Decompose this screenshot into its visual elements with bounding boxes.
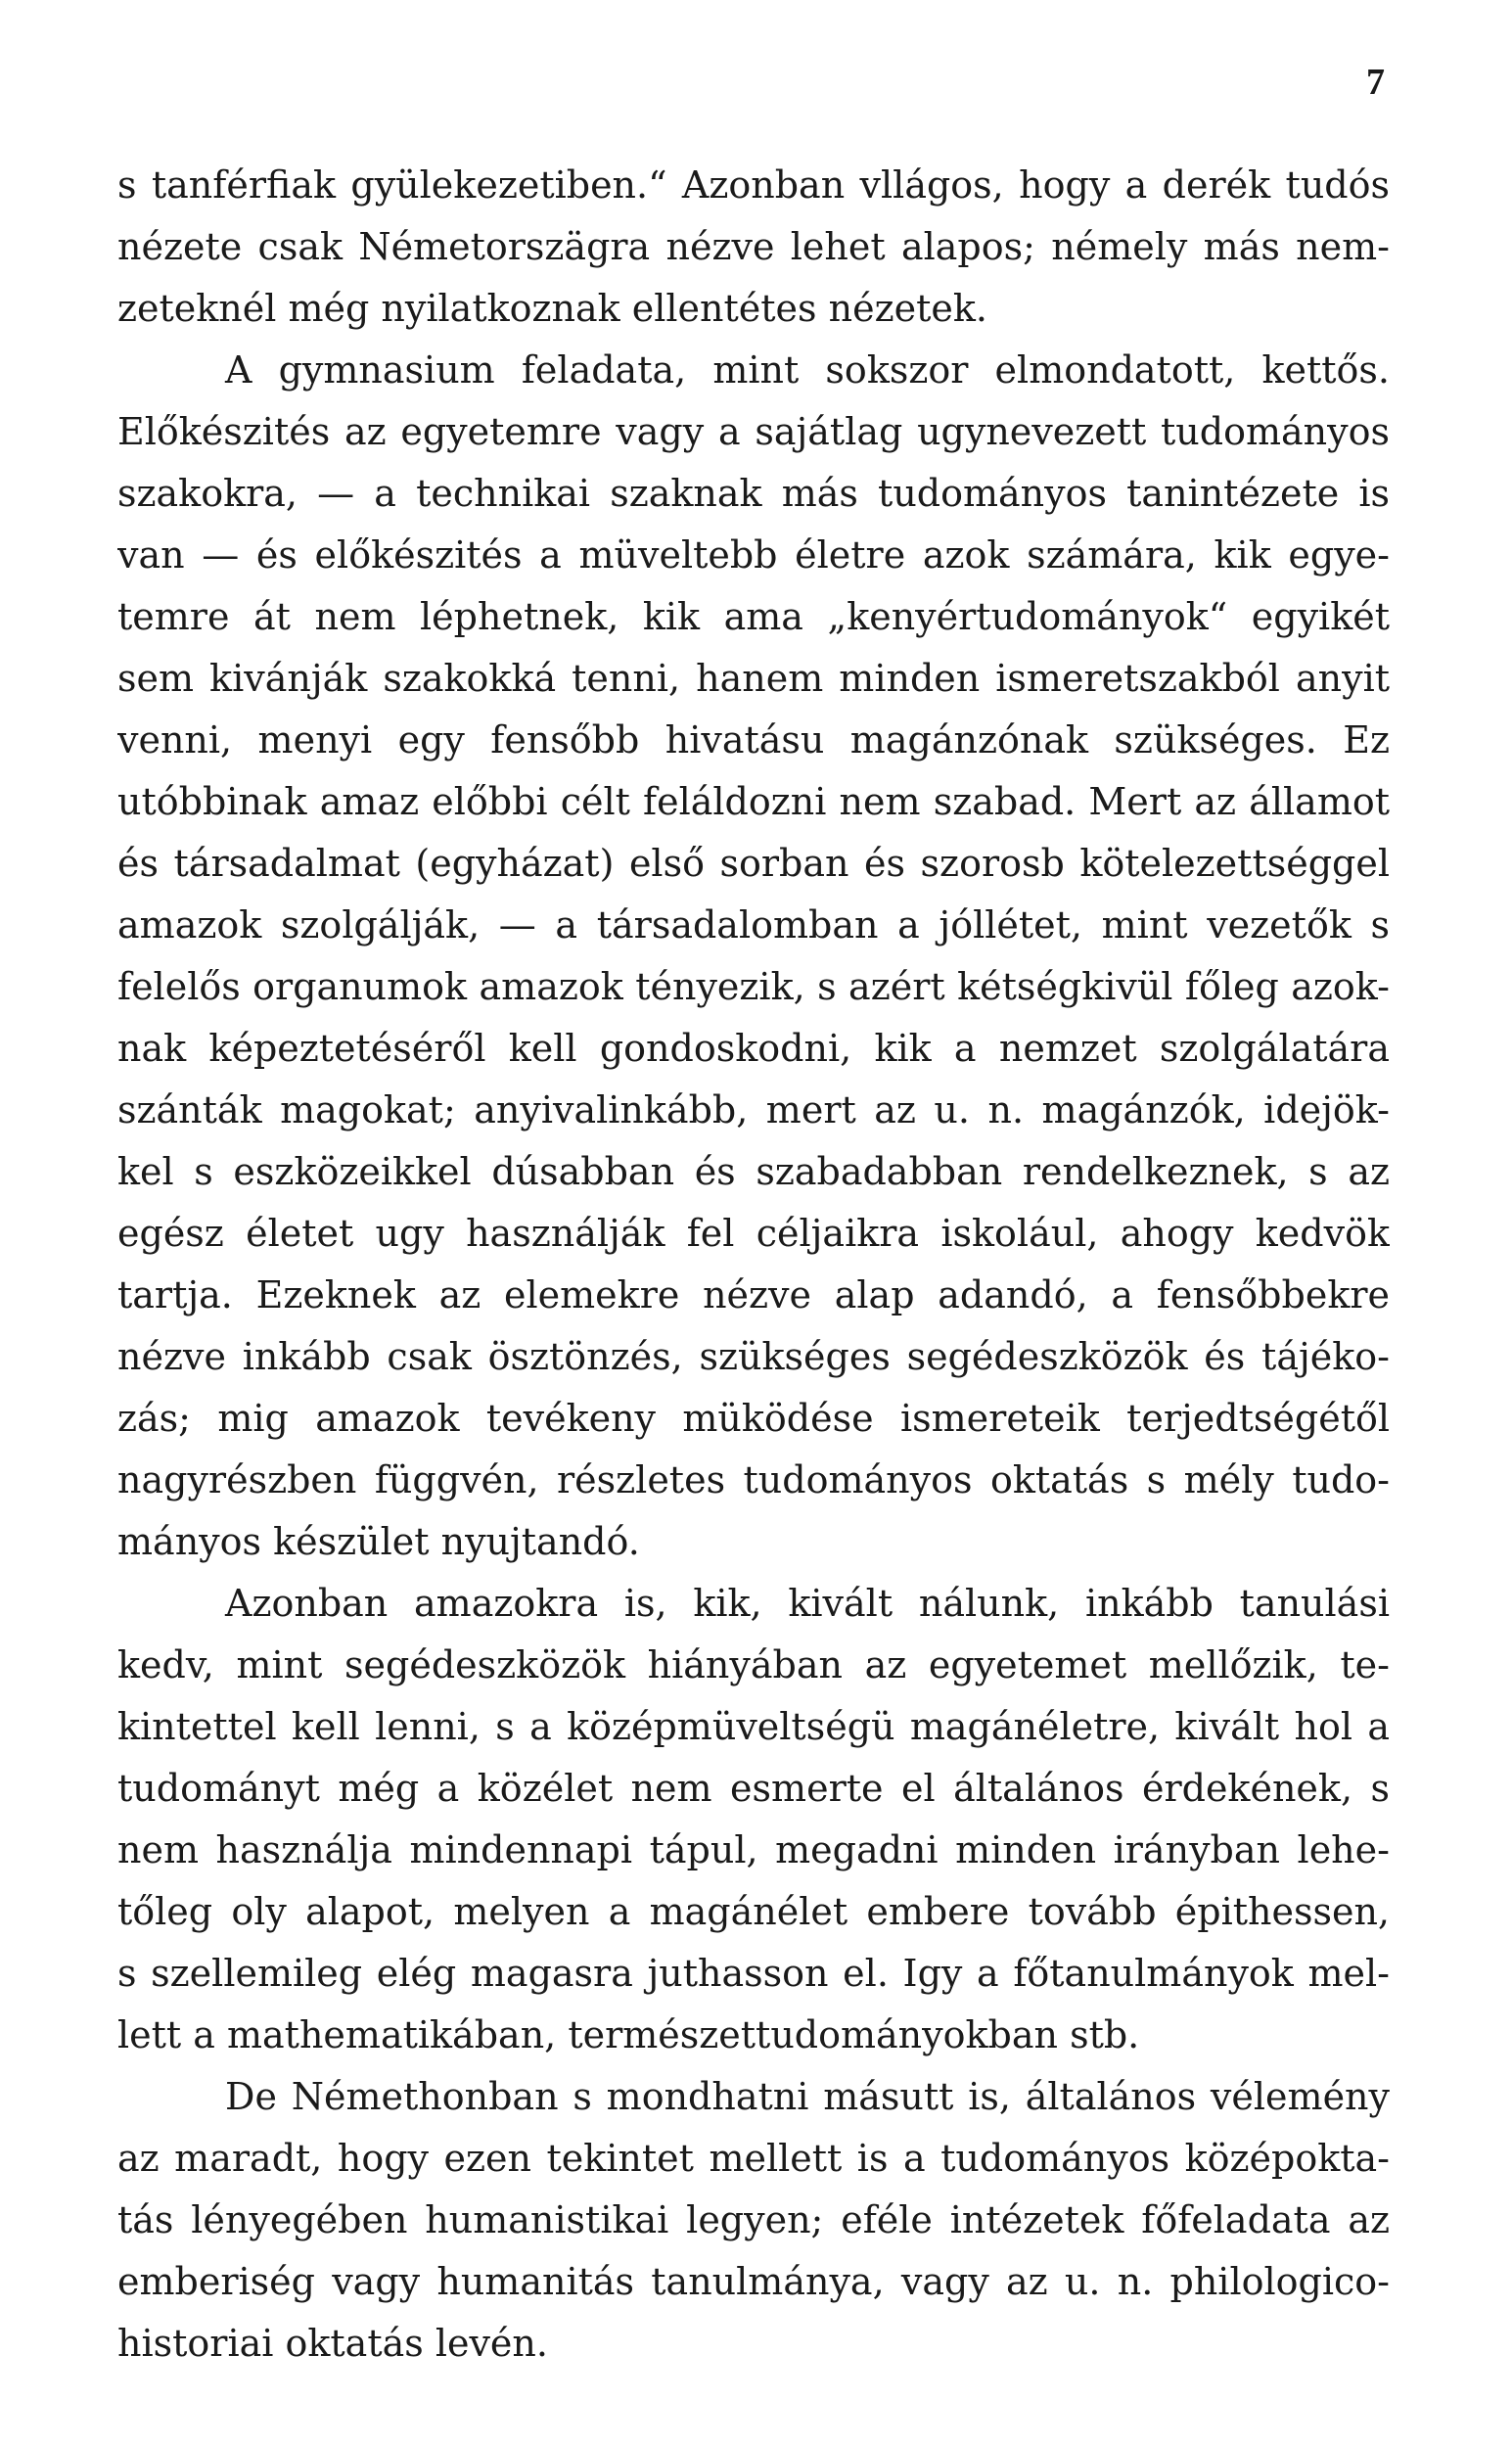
text-line: tudományt még a közélet nem esmerte el általános érdekének, s [117,1767,1390,1810]
text-line: zás; mig amazok tevékeny müködése ismereteik terjedtségétől [117,1397,1390,1440]
text-line: s szellemileg elég magasra juthasson el. Igy a főtanulmányok mel- [117,1952,1390,1995]
text-line: tőleg oly alapot, melyen a magánélet embere tovább épithessen, [117,1890,1390,1933]
text-line: Előkészités az egyetemre vagy a sajátlag ugynevezett tudományos [117,410,1390,453]
text-line: amazok szolgálják, — a társadalomban a jóllétet, mint vezetők s [117,903,1390,946]
text-line: kintettel kell lenni, s a középmüveltségü magánéletre, kivált hol a [117,1705,1390,1748]
text-line: nézve inkább csak ösztönzés, szükséges segédeszközök és tájéko- [117,1335,1390,1378]
text-line: szánták magokat; anyivalinkább, mert az u. n. magánzók, idejök- [117,1088,1390,1131]
text-line: van — és előkészités a müveltebb életre azok számára, kik egye- [117,533,1390,577]
text-line: felelős organumok amazok tényezik, s azért kétségkivül főleg azok- [117,965,1390,1008]
text-line: sem kivánják szakokká tenni, hanem minden ismeretszakból anyit [117,657,1390,700]
text-line: A gymnasium feladata, mint sokszor elmondatott, kettős. [225,348,1390,392]
text-line: Azonban amazokra is, kik, kivált nálunk, inkább tanulási [225,1582,1390,1625]
text-line: nézete csak Németorszägra nézve lehet alapos; némely más nem- [117,225,1390,268]
text-line: De Némethonban s mondhatni másutt is, általános vélemény [225,2075,1390,2118]
text-line: szakokra, — a technikai szaknak más tudományos tanintézete is [117,472,1390,515]
text-line: lett a mathematikában, természettudományokban stb. [117,2013,1140,2056]
text-line: emberiség vagy humanitás tanulmánya, vagy az u. n. philologico- [117,2260,1390,2303]
text-line: tartja. Ezeknek az elemekre nézve alap adandó, a fensőbbekre [117,1273,1390,1316]
text-line: historiai oktatás levén. [117,2322,548,2365]
text-line: és társadalmat (egyházat) első sorban és szorosb kötelezettséggel [117,842,1390,885]
text-line: nem használja mindennapi tápul, megadni minden irányban lehe- [117,1828,1390,1871]
page-number: 7 [1366,62,1385,103]
text-line: egész életet ugy használják fel céljaikra iskolául, ahogy kedvök [117,1212,1390,1255]
text-line: az maradt, hogy ezen tekintet mellett is a tudományos középokta- [117,2137,1390,2180]
text-line: s tanférfiak gyülekezetiben.“ Azonban vllágos, hogy a derék tudós [117,163,1390,207]
text-line: nagyrészben függvén, részletes tudományos oktatás s mély tudo- [117,1458,1390,1501]
text-line: venni, menyi egy fensőbb hivatásu magánzónak szükséges. Ez [117,718,1390,762]
text-line: zeteknél még nyilatkoznak ellentétes nézetek. [117,287,987,330]
text-line: nak képeztetéséről kell gondoskodni, kik a nemzet szolgálatára [117,1027,1390,1070]
text-line: kedv, mint segédeszközök hiányában az egyetemet mellőzik, te- [117,1643,1390,1686]
text-line: temre át nem léphetnek, kik ama „kenyértudományok“ egyikét [117,595,1390,638]
body-text [117,155,1390,2375]
text-line: tás lényegében humanistikai legyen; eféle intézetek főfeladata az [117,2198,1390,2241]
text-line: mányos készület nyujtandó. [117,1520,640,1563]
text-line: utóbbinak amaz előbbi célt feláldozni nem szabad. Mert az államot [117,780,1390,823]
text-line: kel s eszközeikkel dúsabban és szabadabban rendelkeznek, s az [117,1150,1390,1193]
